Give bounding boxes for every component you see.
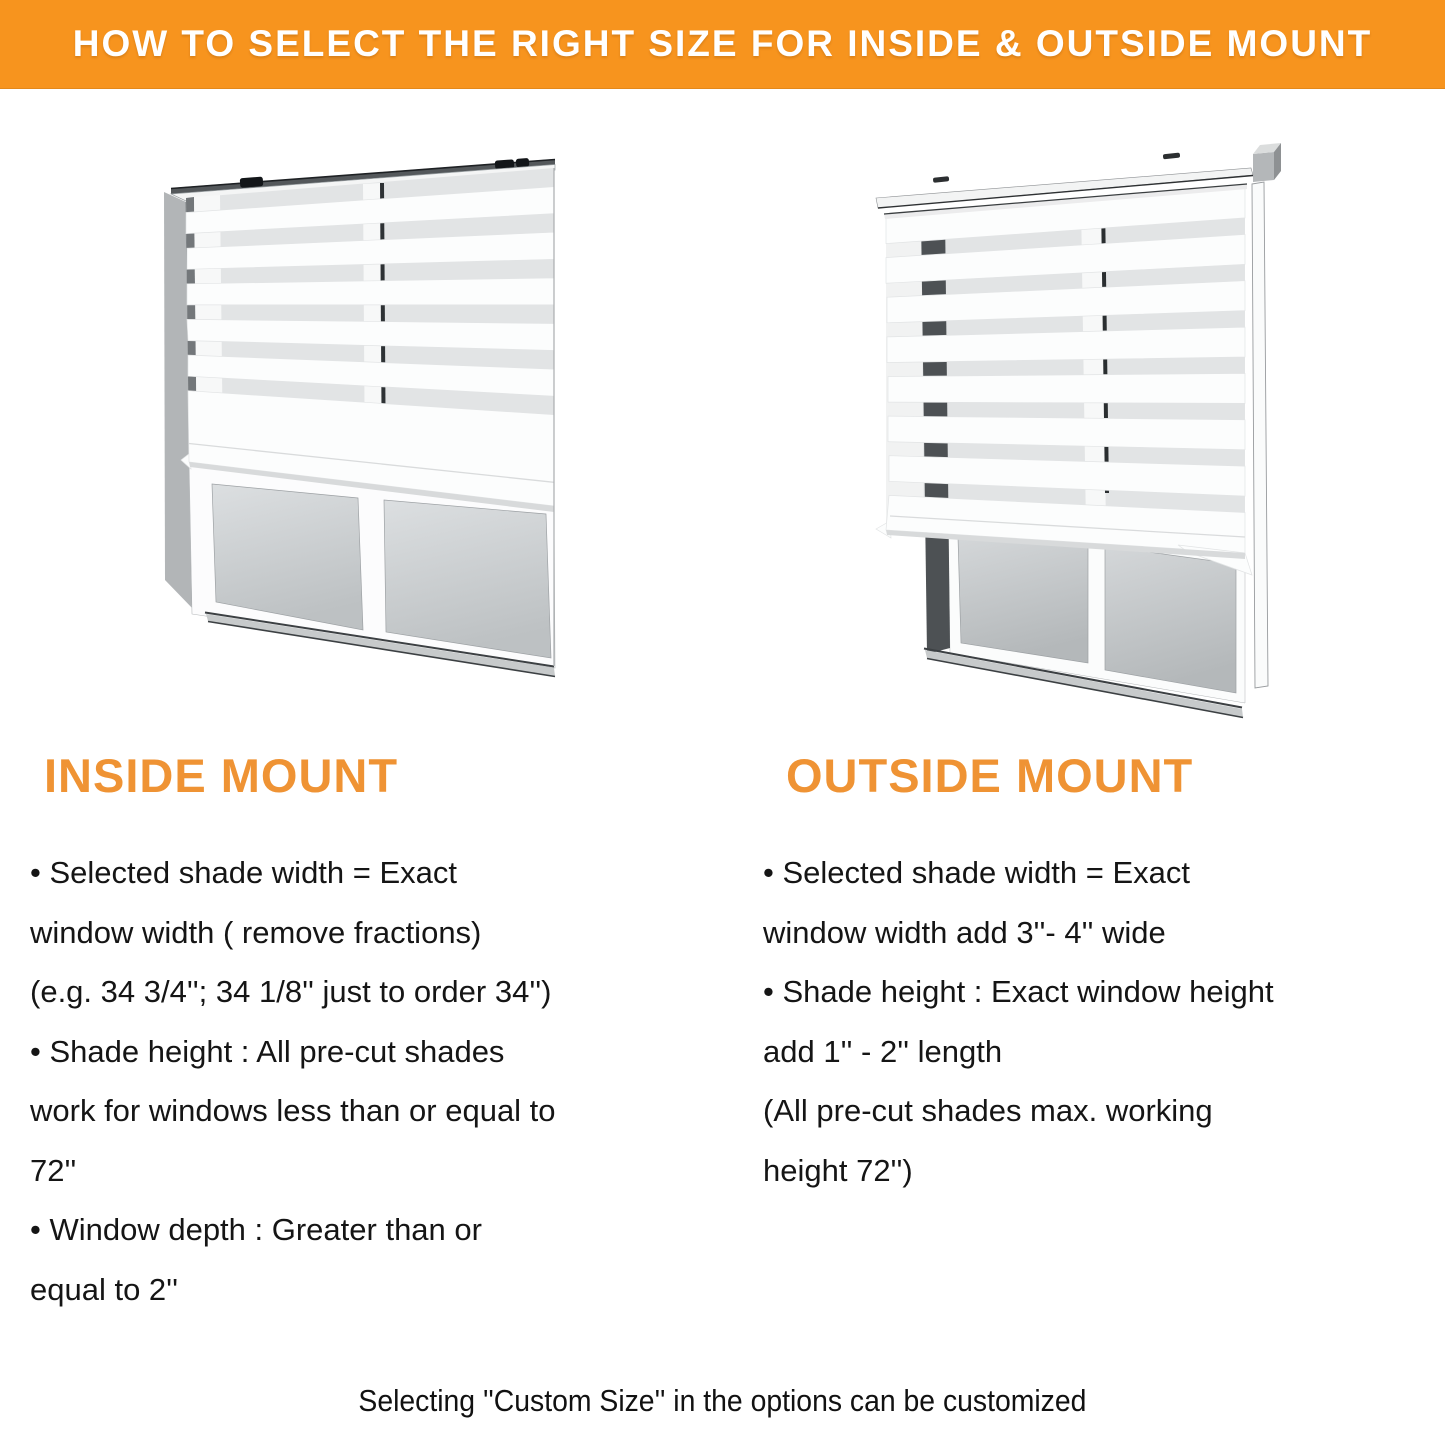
wall-screw-mark-icon: [1163, 153, 1180, 160]
bullet-line: height 72''): [763, 1152, 913, 1188]
bullet-line: • Selected shade width = Exact: [763, 855, 1191, 890]
bullet-line: 72'': [30, 1152, 77, 1188]
outside-mount-heading: OUTSIDE MOUNT: [786, 749, 1194, 802]
header-banner: [0, 0, 1445, 89]
inside-mount-instructions: [30, 843, 708, 1319]
bullet-line: • Window depth : Greater than or: [30, 1212, 482, 1247]
page-title: HOW TO SELECT THE RIGHT SIZE FOR INSIDE & OUTSIDE MOUNT: [72, 23, 1373, 64]
inside-mount-illustration: [158, 150, 578, 720]
bullet-line: add 1'' - 2'' length: [763, 1033, 1003, 1069]
bracket-icon: [516, 158, 530, 167]
side-rail: [1252, 182, 1268, 688]
wall-screw-mark-icon: [933, 176, 949, 183]
custom-size-note: Selecting ''Custom Size'' in the options can be customized: [358, 1384, 1087, 1418]
bracket-icon: [240, 177, 264, 188]
corner-bracket-icon: [1253, 152, 1274, 182]
bullet-line: (e.g. 34 3/4''; 34 1/8'' just to order 34''): [30, 974, 552, 1009]
bullet-line: window width ( remove fractions): [30, 914, 482, 950]
bullet-line: • Shade height : Exact window height: [763, 974, 1274, 1009]
inside-mount-heading: INSIDE MOUNT: [44, 749, 399, 802]
footer-note-row: [0, 1384, 1445, 1419]
bullet-line: • Selected shade width = Exact: [30, 855, 458, 890]
outside-mount-illustration: [848, 128, 1328, 732]
bullet-line: (All pre-cut shades max. working: [763, 1093, 1213, 1128]
bullet-line: • Shade height : All pre-cut shades: [30, 1033, 505, 1069]
bullet-line: window width add 3''- 4'' wide: [763, 914, 1166, 950]
outside-mount-instructions: [763, 843, 1435, 1200]
bullet-line: work for windows less than or equal to: [30, 1093, 556, 1128]
bullet-line: equal to 2'': [30, 1271, 179, 1307]
